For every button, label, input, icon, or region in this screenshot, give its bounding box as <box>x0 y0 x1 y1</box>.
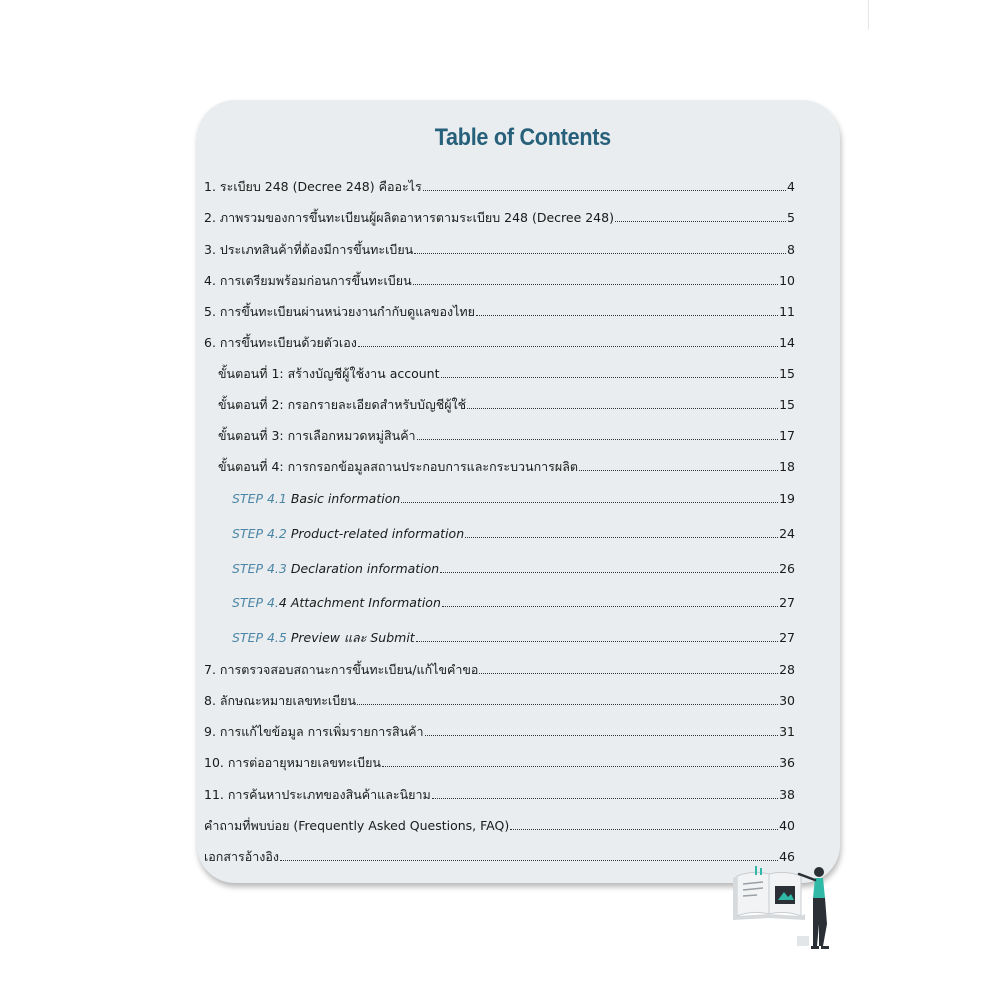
toc-entry[interactable] <box>204 302 795 322</box>
step-title: 4 Attachment Information <box>278 595 441 610</box>
step-prefix: STEP 4.1 <box>232 491 287 506</box>
toc-leader-dots <box>357 691 778 705</box>
toc-entry[interactable] <box>204 847 795 867</box>
toc-entry-page: 17 <box>779 428 795 443</box>
toc-entry-label: คำถามที่พบบ่อย (Frequently Asked Questions, FAQ) <box>204 818 510 833</box>
toc-entry-label: 4. การเตรียมพร้อมก่อนการขึ้นทะเบียน <box>204 273 412 288</box>
toc-subentry[interactable] <box>218 395 795 415</box>
toc-step-entry[interactable] <box>232 593 795 613</box>
step-title: Declaration information <box>286 561 440 576</box>
toc-entry-page: 28 <box>779 662 795 677</box>
toc-leader-dots <box>423 177 786 191</box>
step-title: Product-related information <box>286 526 465 541</box>
toc-entry-label: 3. ประเภทสินค้าที่ต้องมีการขึ้นทะเบียน <box>204 242 414 257</box>
toc-leader-dots <box>417 426 779 440</box>
toc-entry[interactable] <box>204 691 795 711</box>
toc-entry[interactable] <box>204 333 795 353</box>
toc-subentry[interactable] <box>218 457 795 477</box>
toc-entry-label <box>232 489 400 509</box>
toc-entry-page: 24 <box>779 526 795 541</box>
toc-leader-dots <box>465 524 778 538</box>
toc-entry-label: 9. การแก้ไขข้อมูล การเพิ่มรายการสินค้า <box>204 724 424 739</box>
toc-entry-page: 30 <box>779 693 795 708</box>
toc-entry[interactable] <box>204 722 795 742</box>
toc-leader-dots <box>382 753 778 767</box>
toc-entry[interactable] <box>204 208 795 228</box>
toc-entry-page: 38 <box>779 787 795 802</box>
toc-subentry[interactable] <box>218 426 795 446</box>
toc-leader-dots <box>280 847 778 861</box>
toc-leader-dots <box>476 302 778 316</box>
toc-leader-dots <box>425 722 779 736</box>
toc-entry[interactable] <box>204 816 795 836</box>
toc-leader-dots <box>510 816 778 830</box>
toc-leader-dots <box>579 457 778 471</box>
toc-step-entry[interactable] <box>232 628 795 648</box>
toc-entry-label <box>232 559 439 579</box>
toc-entry-label: 1. ระเบียบ 248 (Decree 248) คืออะไร <box>204 179 422 194</box>
toc-entry-page: 10 <box>779 273 795 288</box>
step-title: Basic information <box>286 491 401 506</box>
toc-leader-dots <box>479 660 778 674</box>
toc-step-entry[interactable] <box>232 524 795 544</box>
toc-entry-label: 2. ภาพรวมของการขึ้นทะเบียนผู้ผลิตอาหารตามระเบียบ 248 (Decree 248) <box>204 210 614 225</box>
toc-entry-page: 40 <box>779 818 795 833</box>
step-prefix: STEP 4.5 <box>232 630 287 645</box>
toc-entry-page: 26 <box>779 561 795 576</box>
toc-entry[interactable] <box>204 271 795 291</box>
toc-entry-page: 46 <box>779 849 795 864</box>
toc-entry-page: 19 <box>779 491 795 506</box>
toc-entry-label: ขั้นตอนที่ 1: สร้างบัญชีผู้ใช้งาน account <box>218 366 440 381</box>
toc-leader-dots <box>416 628 778 642</box>
toc-title: Table of Contents <box>434 124 611 151</box>
toc-leader-dots <box>441 364 779 378</box>
toc-leader-dots <box>414 240 786 254</box>
toc-leader-dots <box>401 489 778 503</box>
step-prefix: STEP 4. <box>232 595 279 610</box>
toc-entry-page: 15 <box>779 366 795 381</box>
toc-entry-label: ขั้นตอนที่ 3: การเลือกหมวดหมู่สินค้า <box>218 428 416 443</box>
toc-entry-page: 27 <box>779 630 795 645</box>
toc-leader-dots <box>467 395 778 409</box>
toc-entry-label <box>232 628 415 648</box>
toc-entry-label: 11. การค้นหาประเภทของสินค้าและนิยาม <box>204 787 431 802</box>
toc-entry-page: 14 <box>779 335 795 350</box>
toc-entry[interactable] <box>204 240 795 260</box>
reading-person-illustration-icon <box>733 862 838 952</box>
toc-entry-label: 6. การขึ้นทะเบียนด้วยตัวเอง <box>204 335 357 350</box>
toc-leader-dots <box>440 559 778 573</box>
toc-entry-label <box>232 524 464 544</box>
toc-entry[interactable] <box>204 177 795 197</box>
toc-entry-label: ขั้นตอนที่ 2: กรอกรายละเอียดสำหรับบัญชีผู้ใช้ <box>218 397 467 412</box>
toc-entry-label: 8. ลักษณะหมายเลขทะเบียน <box>204 693 357 708</box>
toc-step-entry[interactable] <box>232 489 795 509</box>
toc-entry-label: 7. การตรวจสอบสถานะการขึ้นทะเบียน/แก้ไขคำขอ <box>204 662 479 677</box>
toc-entry-label: ขั้นตอนที่ 4: การกรอกข้อมูลสถานประกอบการและกระบวนการผลิต <box>218 459 578 474</box>
toc-subentry[interactable] <box>218 364 795 384</box>
toc-entry-page: 4 <box>787 179 795 194</box>
toc-leader-dots <box>413 271 778 285</box>
toc-entry-page: 31 <box>779 724 795 739</box>
toc-entry[interactable] <box>204 785 795 805</box>
toc-leader-dots <box>358 333 778 347</box>
toc-entry-page: 8 <box>787 242 795 257</box>
toc-entry[interactable] <box>204 660 795 680</box>
toc-entry-label <box>232 593 441 613</box>
step-prefix: STEP 4.3 <box>232 561 287 576</box>
toc-entry-page: 11 <box>779 304 795 319</box>
toc-step-entry[interactable] <box>232 559 795 579</box>
toc-leader-dots <box>615 208 786 222</box>
toc-entry-page: 36 <box>779 755 795 770</box>
step-prefix: STEP 4.2 <box>232 526 287 541</box>
toc-entry-page: 5 <box>787 210 795 225</box>
toc-entry-label: 10. การต่ออายุหมายเลขทะเบียน <box>204 755 381 770</box>
toc-entry-page: 15 <box>779 397 795 412</box>
toc-entry[interactable] <box>204 753 795 773</box>
toc-entry-page: 27 <box>779 595 795 610</box>
toc-entry-label: 5. การขึ้นทะเบียนผ่านหน่วยงานกำกับดูแลของไทย <box>204 304 475 319</box>
toc-leader-dots <box>432 785 778 799</box>
toc-entry-page: 18 <box>779 459 795 474</box>
toc-entry-label: เอกสารอ้างอิง <box>204 849 279 864</box>
toc-leader-dots <box>442 593 778 607</box>
step-title: Preview และ Submit <box>286 630 415 645</box>
